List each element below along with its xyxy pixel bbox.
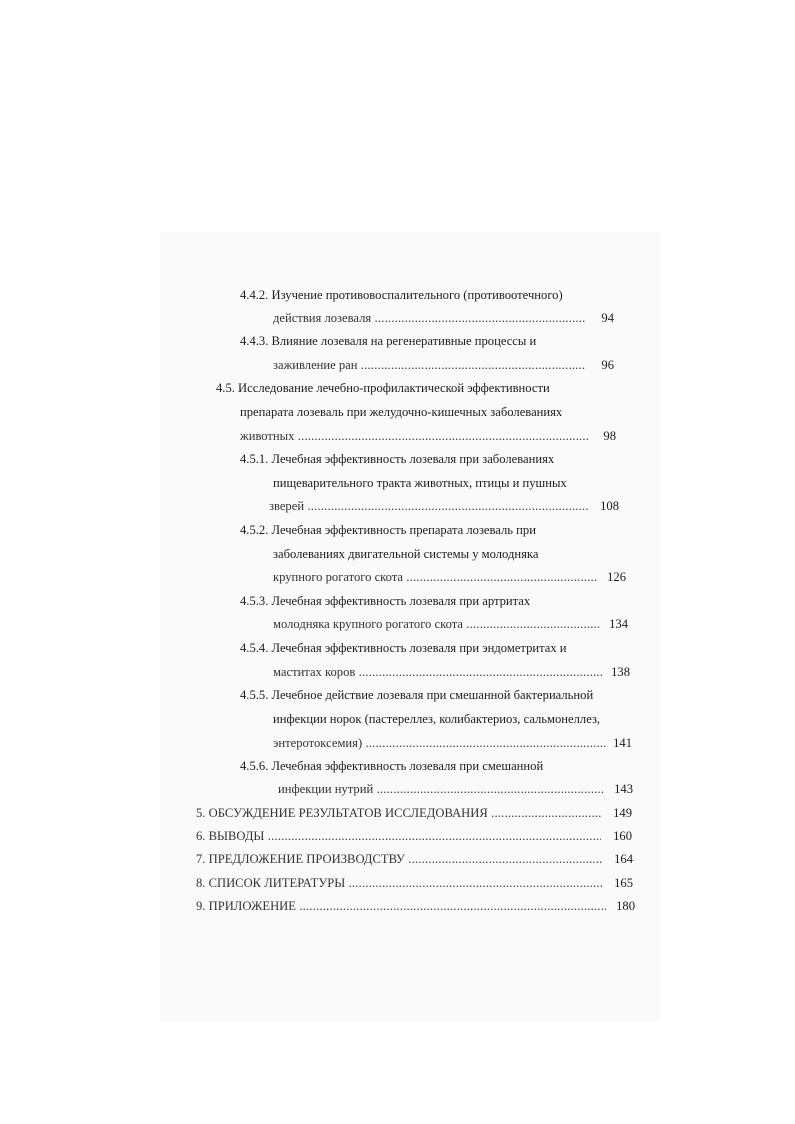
toc-entry-4-5-2-line-1: 4.5.2. Лечебная эффективность препарата лозеваль при — [240, 523, 536, 537]
toc-page-number: 138 — [611, 665, 630, 679]
toc-page-number: 126 — [607, 570, 626, 584]
toc-page-number: 143 — [614, 782, 633, 796]
toc-page-number: 180 — [616, 899, 635, 913]
toc-entry-4-5-3-line-1: 4.5.3. Лечебная эффективность лозеваля при артритах — [240, 594, 531, 608]
toc-page-number: 160 — [613, 829, 632, 843]
toc-entry-4-5-2-line-2: заболеваниях двигательной системы у молодняка — [273, 547, 539, 561]
toc-entry-4-5-4-line-1: 4.5.4. Лечебная эффективность лозеваля при эндометритах и — [240, 641, 567, 655]
toc-section-8: 8. СПИСОК ЛИТЕРАТУРЫ ..... — [196, 874, 603, 892]
toc-entry-4-5-line-2: препарата лозеваль при желудочно-кишечных заболеваниях — [240, 405, 563, 419]
toc-section-6: 6. ВЫВОДЫ ..... — [196, 827, 601, 845]
toc-entry-4-4-3-line-1: 4.4.3. Влияние лозеваля на регенеративные процессы и — [240, 334, 537, 348]
toc-section-5: 5. ОБСУЖДЕНИЕ РЕЗУЛЬТАТОВ ИССЛЕДОВАНИЯ ..... — [196, 804, 601, 822]
toc-page-number: 96 — [601, 358, 614, 372]
toc-entry-4-4-2-line-2: действия лозеваля ..... — [273, 309, 585, 327]
toc-entry-4-5-1-line-1: 4.5.1. Лечебная эффективность лозеваля при заболеваниях — [240, 452, 555, 466]
toc-entry-4-5-line-1: 4.5. Исследование лечебно-профилактической эффективности — [216, 381, 550, 395]
toc-page-number: 141 — [613, 736, 632, 750]
toc-entry-4-5-5-line-3: энтеротоксемия) ..... — [273, 734, 607, 752]
toc-entry-4-5-3-line-2: молодняка крупного рогатого скота ..... — [273, 615, 600, 633]
toc-page-number: 164 — [614, 852, 633, 866]
toc-entry-4-5-6-line-1: 4.5.6. Лечебная эффективность лозеваля при смешанной — [240, 759, 544, 773]
toc-entry-4-5-1-line-2: пищеварительного тракта животных, птицы и пушных — [273, 476, 567, 490]
toc-entry-4-5-2-line-3: крупного рогатого скота ..... — [273, 568, 598, 586]
toc-section-7: 7. ПРЕДЛОЖЕНИЕ ПРОИЗВОДСТВУ ..... — [196, 850, 603, 868]
toc-entry-4-5-5-line-2: инфекции норок (пастереллез, колибактериоз, сальмонеллез, — [273, 712, 601, 726]
toc-entry-4-5-6-line-2: инфекции нутрий ..... — [278, 780, 604, 798]
toc-page-number: 134 — [609, 617, 628, 631]
toc-entry-4-5-4-line-2: маститах коров ..... — [273, 663, 603, 681]
toc-entry-4-4-3-line-2: заживление ран ..... — [273, 356, 585, 374]
toc-page-number: 165 — [614, 876, 633, 890]
toc-page-number: 98 — [603, 429, 616, 443]
toc-page-number: 149 — [613, 806, 632, 820]
toc-entry-4-5-line-3: животных ..... — [240, 427, 590, 445]
toc-section-9: 9. ПРИЛОЖЕНИЕ ..... — [196, 897, 606, 915]
toc-entry-4-5-1-line-3: зверей ..... — [269, 497, 589, 515]
toc-entry-4-5-5-line-1: 4.5.5. Лечебное действие лозеваля при смешанной бактериальной — [240, 688, 594, 702]
toc-page-number: 94 — [601, 311, 614, 325]
toc-page-number: 108 — [600, 499, 619, 513]
toc-entry-4-4-2-line-1: 4.4.2. Изучение противовоспалительного (противоотечного) — [240, 288, 563, 302]
